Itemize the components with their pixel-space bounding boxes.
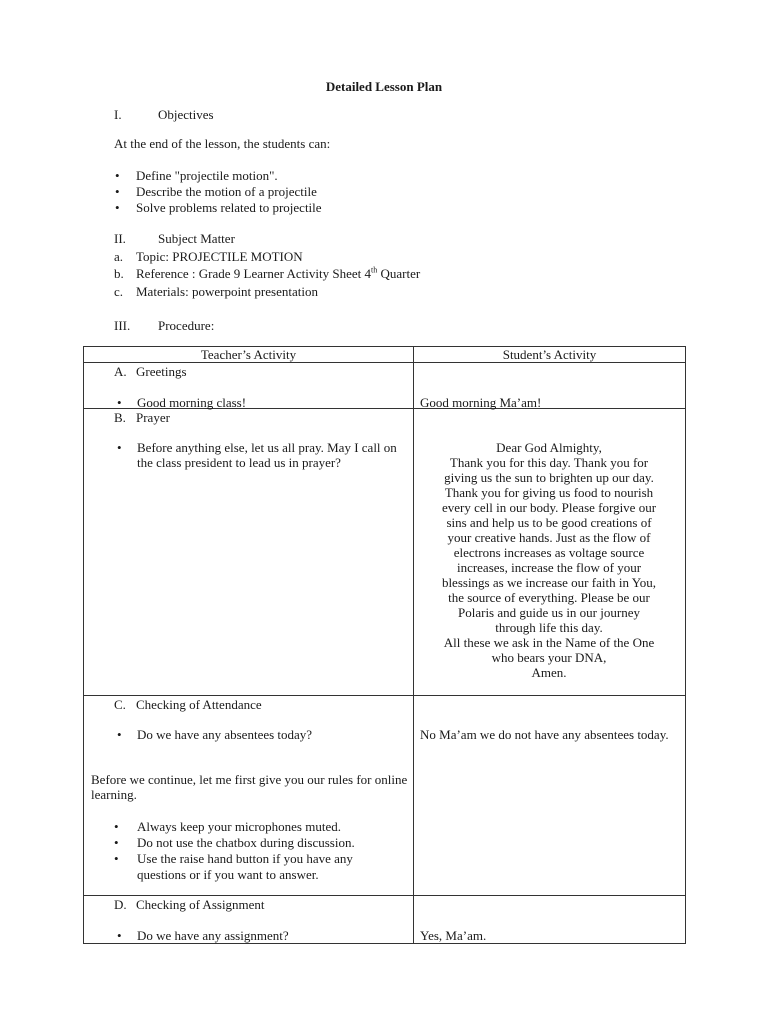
table-row <box>84 896 686 944</box>
rule-item: • Use the raise hand button if you have any questions or if you want to answer. <box>114 851 397 883</box>
subject-item-letter: c. <box>114 284 124 299</box>
student-cell <box>414 696 686 896</box>
prayer-line: Amen. <box>531 665 567 680</box>
teacher-cell <box>84 696 414 896</box>
student-cell <box>414 896 686 944</box>
teacher-line: • Do we have any absentees today? <box>137 727 407 742</box>
document-title: Detailed Lesson Plan <box>325 79 443 94</box>
rules-intro: Before we continue, let me first give you our rules for online learning. <box>91 772 408 802</box>
student-response: Good morning Ma’am! <box>420 395 542 410</box>
objectives-numeral: I. <box>114 107 122 122</box>
objectives-heading: Objectives <box>158 107 214 122</box>
objective-item: • Solve problems related to projectile <box>114 200 322 216</box>
table-row <box>84 409 686 696</box>
subject-item-letter: b. <box>114 266 124 281</box>
subject-item-letter: a. <box>114 249 124 264</box>
student-cell <box>414 363 686 409</box>
student-prayer <box>414 440 684 680</box>
procedure-heading: Procedure: <box>158 318 215 333</box>
teacher-activity-header: Teacher’s Activity <box>84 347 414 363</box>
prayer-line: All these we ask in the Name of the One <box>443 635 655 650</box>
reference-text: Reference : Grade 9 Learner Activity Sheet 4 <box>136 266 371 281</box>
prayer-line: Polaris and guide us in our journey <box>458 605 640 620</box>
prayer-line: your creative hands. Just as the flow of <box>447 530 651 545</box>
prayer-line: who bears your DNA, <box>491 650 607 665</box>
rule-item: • Do not use the chatbox during discussion. <box>114 835 397 851</box>
student-cell <box>414 409 686 696</box>
prayer-line: the source of everything. Please be our <box>448 590 650 605</box>
prayer-line: every cell in our body. Please forgive our <box>441 500 657 515</box>
rule-item: • Always keep your microphones muted. <box>114 819 397 835</box>
section-heading-prayer: B. Prayer <box>114 410 170 425</box>
student-activity-header: Student’s Activity <box>414 347 686 363</box>
teacher-line: • Before anything else, let us all pray. May I call on the class president to lead us in prayer? <box>137 440 407 470</box>
prayer-line: Thank you for giving us food to nourish <box>444 485 654 500</box>
subject-matter-heading: Subject Matter <box>158 231 235 246</box>
section-heading-attendance: C. Checking of Attendance <box>114 697 262 712</box>
teacher-line: • Good morning class! <box>137 395 407 410</box>
table-row <box>84 696 686 896</box>
teacher-line: • Do we have any assignment? <box>137 928 407 943</box>
objective-item: • Describe the motion of a projectile <box>114 184 322 200</box>
prayer-line: sins and help us to be good creations of <box>446 515 652 530</box>
objectives-intro: At the end of the lesson, the students can: <box>114 136 331 151</box>
subject-item-materials: Materials: powerpoint presentation <box>136 284 318 299</box>
objective-item: • Define "projectile motion". <box>114 168 322 184</box>
section-heading-greetings: A. Greetings <box>114 364 187 379</box>
table-row <box>84 363 686 409</box>
reference-superscript: th <box>370 265 378 275</box>
subject-item-topic: Topic: PROJECTILE MOTION <box>136 249 303 264</box>
prayer-line: blessings as we increase our faith in You, <box>441 575 657 590</box>
prayer-line: increases, increase the flow of your <box>456 560 642 575</box>
student-response: No Ma’am we do not have any absentees today. <box>420 727 669 742</box>
subject-matter-numeral: II. <box>114 231 126 246</box>
prayer-line: through life this day. <box>495 620 603 635</box>
teacher-cell <box>84 409 414 696</box>
objectives-list <box>114 168 322 216</box>
student-response: Yes, Ma’am. <box>420 928 487 943</box>
prayer-line: Dear God Almighty, <box>496 440 602 455</box>
section-heading-assignment: D. Checking of Assignment <box>114 897 265 912</box>
prayer-line: electrons increases as voltage source <box>453 545 645 560</box>
rules-list <box>114 819 397 883</box>
procedure-table <box>83 346 686 944</box>
subject-item-reference <box>136 266 420 282</box>
teacher-cell <box>84 363 414 409</box>
prayer-line: Thank you for this day. Thank you for <box>449 455 649 470</box>
teacher-cell <box>84 896 414 944</box>
reference-after: Quarter <box>377 266 421 281</box>
procedure-numeral: III. <box>114 318 131 333</box>
prayer-line: giving us the sun to brighten up our day. <box>444 470 654 485</box>
